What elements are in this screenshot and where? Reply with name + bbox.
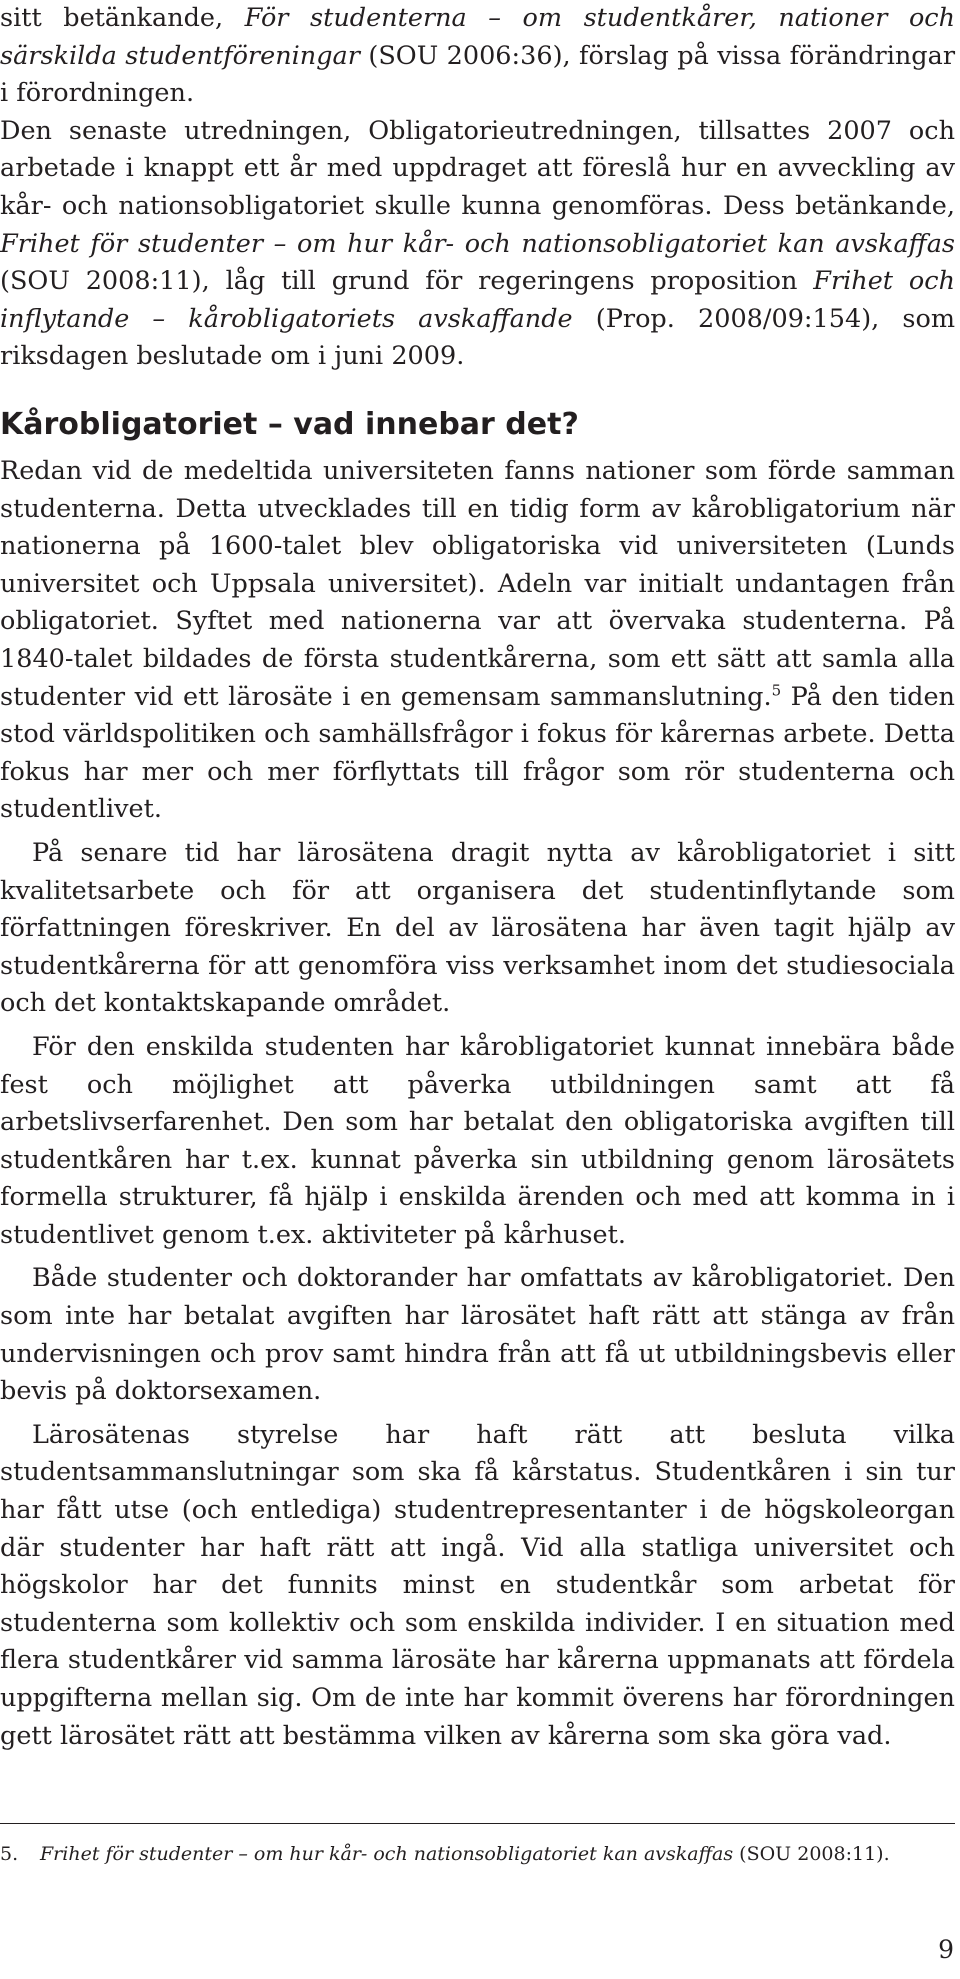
text-run: (Prop. 2008/09:154), som riksdagen beslutade om i juni 2009. (0, 303, 956, 372)
footnote-title: Frihet för studenter – om hur kår- och nationsobligatoriet kan avskaffas (40, 1843, 734, 1865)
proposition-title: Frihet och inflytande – kårobligatoriets avskaffande (0, 266, 955, 334)
body-paragraph-1 (0, 453, 955, 829)
text-run: Den senaste utredningen, Obligatorieutredningen, tillsattes 2007 och arbetade i knappt ett år med uppdraget att föreslå hur en avveckling av kår- och nationsobligatoriet skulle kunna genomföras. Dess betänkande, (0, 115, 955, 221)
section-body (0, 453, 955, 1755)
body-paragraph-4: Både studenter och doktorander har omfattats av kårobligatoriet. Den som inte har betalat avgiften har lärosätet haft rätt att stänga av från undervisningen och prov samt hindra från att få ut utbildningsbevis eller bevis på doktorsexamen. (0, 1263, 955, 1407)
footnote-suffix: (SOU 2008:11). (733, 1843, 890, 1865)
text-run: (SOU 2008:11), låg till grund för regeringens proposition (0, 266, 814, 297)
report-title: Frihet för studenter – om hur kår- och nationsobligatoriet kan avskaffas (0, 228, 955, 259)
intro-section (0, 0, 955, 376)
text-run: Redan vid de medeltida universiteten fanns nationer som förde samman studenterna. Detta utvecklades till en tidig form av kårobligatorium när nationerna på 1600-talet blev obligatoriska vid universiteten (Lunds universitet och Uppsala universitet). Adeln var initialt undantagen från obligatoriet. Syftet med nationerna var att övervaka studenterna. På 1840-talet bildades de första studentkårerna, som ett sätt att samla alla studenter vid ett lärosäte i en gemensam sammanslutning. (0, 456, 955, 712)
intro-paragraph-2 (0, 113, 955, 376)
body-paragraph-5: Lärosätenas styrelse har haft rätt att besluta vilka studentsammanslutningar som ska få kårstatus. Studentkåren i sin tur har fått utse (och entlediga) studentrepresentanter i de högskoleorgan där studenter har haft rätt att ingå. Vid alla statliga universitet och högskolor har det funnits minst en studentkår som arbetat för studenterna som kollektiv och som enskilda individer. I en situation med flera studentkårer vid samma lärosäte har kårerna uppmanats att fördela uppgifterna mellan sig. Om de inte har kommit överens har förordningen gett lärosätet rätt att bestämma vilken av kårerna som ska göra vad. (0, 1419, 955, 1751)
text-run: På den tiden stod världspolitiken och samhällsfrågor i fokus för kårernas arbete. Detta fokus har mer och mer förflyttats till frågor som rör studenterna och studentlivet. (0, 681, 955, 825)
text-run: (SOU 2006:36), förslag på vissa förändringar i förordningen. (0, 40, 956, 109)
footnote-divider (0, 1823, 955, 1824)
page-number: 9 (938, 1935, 954, 1964)
section-heading: Kårobligatoriet – vad innebar det? (0, 407, 579, 442)
body-paragraph-2: På senare tid har lärosätena dragit nytta av kårobligatoriet i sitt kvalitetsarbete och för att organisera det studentinflytande som författningen föreskriver. En del av lärosätena har även tagit hjälp av studentkårerna för att genomföra viss verksamhet inom det studiesociala och det kontaktskapande området. (0, 837, 955, 1019)
footnote-number: 5. (0, 1843, 19, 1865)
body-paragraph-3: För den enskilda studenten har kårobligatoriet kunnat innebära både fest och möjlighet att påverka utbildningen samt att få arbetslivserfarenhet. Den som har betalat den obligatoriska avgiften till studentkåren har t.ex. kunnat påverka sin utbildning genom lärosätets formella strukturer, få hjälp i enskilda ärenden och med att komma in i studentlivet genom t.ex. aktiviteter på kårhuset. (0, 1031, 955, 1250)
footnote-reference[interactable]: 5 (771, 681, 782, 700)
report-title: För studenterna – om studentkårer, nationer och särskilda studentföreningar (0, 3, 955, 71)
footnote (0, 1840, 955, 1868)
text-run: sitt betänkande, (0, 3, 245, 33)
intro-paragraph-1 (0, 0, 955, 113)
